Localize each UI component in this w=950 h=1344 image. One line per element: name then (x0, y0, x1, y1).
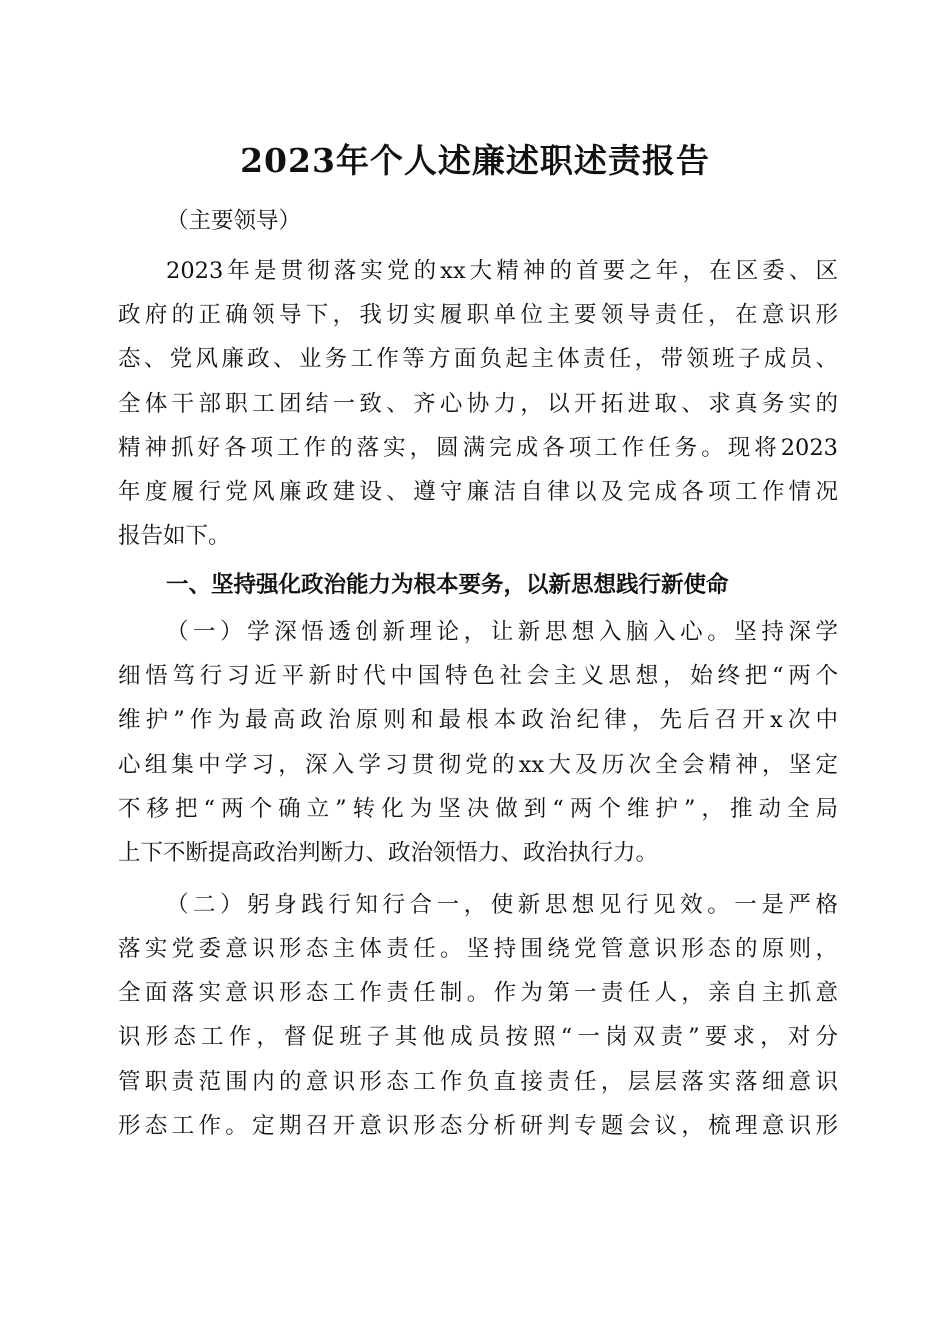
part1-line: 心组集中学习，深入学习贯彻党的xx大及历次全会精神，坚定 (118, 752, 838, 778)
section-heading: 一、坚持强化政治能力为根本要务，以新思想践行新使命 (166, 572, 729, 598)
intro-line: 态、党风廉政、业务工作等方面负起主体责任，带领班子成员、 (118, 346, 838, 372)
document-subtitle: （主要领导） (166, 208, 302, 234)
part1-line: （一）学深悟透创新理论，让新思想入脑入心。坚持深学 (166, 619, 838, 645)
intro-line: 年度履行党风廉政建设、遵守廉洁自律以及完成各项工作情况 (118, 479, 838, 505)
part1-line: 维护”作为最高政治原则和最根本政治纪律，先后召开x次中 (118, 707, 838, 733)
document-title: 2023年个人述廉述职述责报告 (240, 141, 710, 180)
part2-line: 管职责范围内的意识形态工作负直接责任，层层落实落细意识 (118, 1069, 838, 1095)
intro-line: 2023年是贯彻落实党的xx大精神的首要之年，在区委、区 (166, 258, 838, 284)
intro-line: 全体干部职工团结一致、齐心协力，以开拓进取、求真务实的 (118, 391, 838, 417)
intro-line: 报告如下。 (118, 523, 231, 549)
intro-line: 精神抓好各项工作的落实，圆满完成各项工作任务。现将2023 (118, 435, 838, 461)
part2-line: 形态工作。定期召开意识形态分析研判专题会议，梳理意识形 (118, 1113, 838, 1139)
intro-line: 政府的正确领导下，我切实履职单位主要领导责任，在意识形 (118, 302, 838, 328)
part2-line: （二）躬身践行知行合一，使新思想见行见效。一是严格 (166, 892, 838, 918)
part1-line: 细悟笃行习近平新时代中国特色社会主义思想，始终把“两个 (118, 663, 838, 689)
part1-line: 不移把“两个确立”转化为坚决做到“两个维护”，推动全局 (118, 796, 838, 822)
part2-line: 落实党委意识形态主体责任。坚持围绕党管意识形态的原则， (118, 936, 838, 962)
part1-line: 上下不断提高政治判断力、政治领悟力、政治执行力。 (118, 840, 659, 866)
part2-line: 识形态工作，督促班子其他成员按照“一岗双责”要求，对分 (118, 1024, 838, 1050)
part2-line: 全面落实意识形态工作责任制。作为第一责任人，亲自主抓意 (118, 980, 838, 1006)
